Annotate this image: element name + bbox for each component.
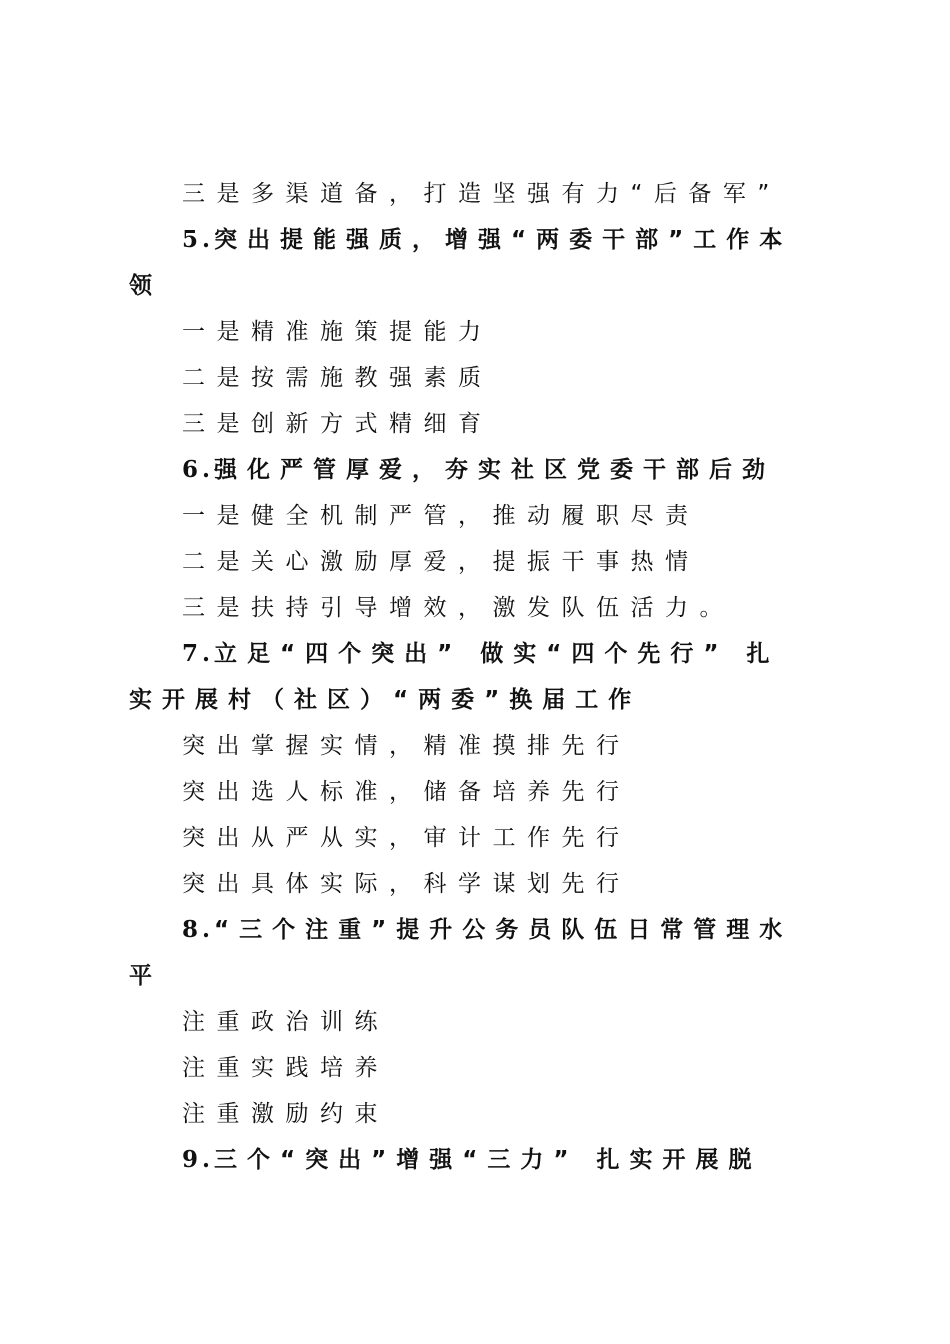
heading-text: 立足“四个突出” 做实“四个先行” 扎 xyxy=(214,641,780,667)
text-line xyxy=(182,869,631,899)
text-line xyxy=(182,1053,389,1083)
heading-text: 平 xyxy=(129,963,162,989)
section-heading-7 xyxy=(182,639,780,669)
line-text: 注重政治训练 xyxy=(182,1009,389,1035)
text-line xyxy=(182,363,493,393)
text-line xyxy=(182,179,781,209)
heading-text: 突出提能强质，增强“两委干部”工作本 xyxy=(214,227,793,253)
text-line xyxy=(182,593,734,623)
line-text: 一是健全机制严管，推动履职尽责 xyxy=(182,503,700,529)
section-heading-continuation xyxy=(129,961,162,991)
line-text: 三是扶持引导增效，激发队伍活力。 xyxy=(182,595,734,621)
line-text: 一是精准施策提能力 xyxy=(182,319,493,345)
line-text: 二是关心激励厚爱，提振干事热情 xyxy=(182,549,700,575)
heading-number: 6. xyxy=(182,456,215,483)
text-line xyxy=(182,777,631,807)
heading-text: 强化严管厚爱，夯实社区党委干部后劲 xyxy=(214,457,776,483)
line-text: 二是按需施教强素质 xyxy=(182,365,493,391)
text-line xyxy=(182,501,700,531)
line-text: 三是多渠道备，打造坚强有力“后备军” xyxy=(182,181,781,207)
heading-text: 实开展村（社区）“两委”换届工作 xyxy=(129,687,642,713)
text-line xyxy=(182,409,493,439)
line-text: 注重激励约束 xyxy=(182,1101,389,1127)
section-heading-continuation xyxy=(129,685,641,715)
heading-number: 9. xyxy=(182,1146,215,1173)
heading-number: 8. xyxy=(182,916,215,943)
line-text: 三是创新方式精细育 xyxy=(182,411,493,437)
section-heading-continuation xyxy=(129,271,162,301)
section-heading-8 xyxy=(182,915,792,945)
heading-text: “三个注重”提升公务员队伍日常管理水 xyxy=(214,917,793,943)
line-text: 注重实践培养 xyxy=(182,1055,389,1081)
heading-text: 领 xyxy=(129,273,162,299)
line-text: 突出掌握实情，精准摸排先行 xyxy=(182,733,631,759)
line-text: 突出从严从实，审计工作先行 xyxy=(182,825,631,851)
section-heading-6 xyxy=(182,455,775,485)
text-line xyxy=(182,823,631,853)
heading-text: 三个“突出”增强“三力” 扎实开展脱 xyxy=(214,1147,762,1173)
line-text: 突出具体实际，科学谋划先行 xyxy=(182,871,631,897)
text-line xyxy=(182,317,493,347)
line-text: 突出选人标准，储备培养先行 xyxy=(182,779,631,805)
section-heading-9 xyxy=(182,1145,762,1175)
text-line xyxy=(182,1007,389,1037)
heading-number: 5. xyxy=(182,226,215,253)
section-heading-5 xyxy=(182,225,792,255)
heading-number: 7. xyxy=(182,640,215,667)
text-line xyxy=(182,547,700,577)
text-line xyxy=(182,731,631,761)
text-line xyxy=(182,1099,389,1129)
